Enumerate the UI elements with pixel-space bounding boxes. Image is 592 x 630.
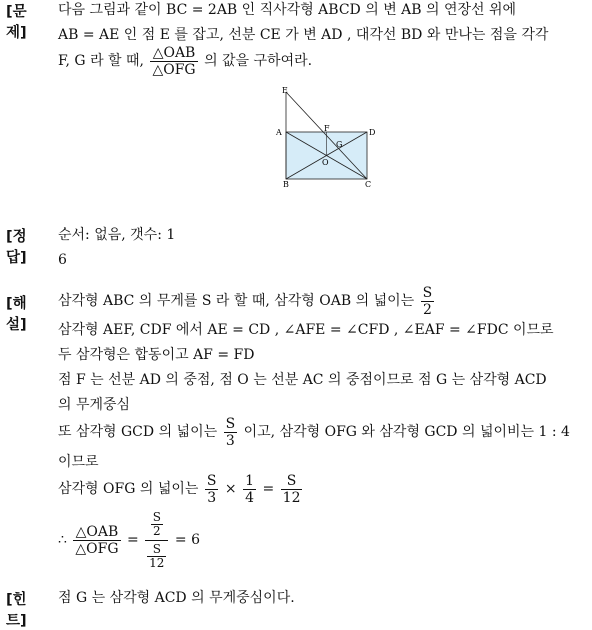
frac-den: 3	[225, 432, 235, 449]
frac-num: S	[281, 473, 303, 490]
problem-line-1: 다음 그림과 같이 BC = 2AB 인 직사각형 ABCD 의 변 AB 의 연장선 위에	[58, 2, 517, 18]
solution-line-1-frac	[421, 285, 435, 318]
frac-den: 12	[282, 489, 301, 506]
solution-line-1	[58, 283, 436, 319]
solution-line-1-text: 삼각형 ABC 의 무게를 S 라 할 때, 삼각형 OAB 의 넓이는	[58, 293, 415, 309]
complex-fraction	[145, 511, 168, 570]
label-d: D	[369, 128, 376, 137]
problem-line-3-post: 의 값을 구하여라.	[204, 53, 313, 69]
label-e: E	[282, 86, 288, 95]
solution-line-6-post: 이고, 삼각형 OFG 와 삼각형 GCD 의 넓이비는 1 : 4	[243, 424, 570, 440]
frac-num: S	[422, 284, 433, 301]
frac-num: S	[147, 543, 166, 557]
problem-fraction	[150, 45, 197, 78]
frac-den: 3	[207, 489, 217, 506]
result-text: = 6	[174, 532, 200, 548]
frac-den: 4	[245, 489, 255, 506]
frac-num: △OAB	[73, 524, 120, 541]
solution-tag: [해설]	[6, 296, 27, 333]
problem-line-3	[58, 44, 312, 78]
label-o: O	[322, 158, 329, 167]
problem-fraction-den: △OFG	[152, 61, 196, 78]
frac-den: 2	[422, 301, 432, 318]
frac-den: 2	[152, 523, 161, 538]
label-a: A	[276, 128, 282, 137]
hint-tag: [힌트]	[6, 592, 27, 629]
solution-line-2: 삼각형 AEF, CDF 에서 AE = CD , ∠AFE = ∠CFD , ∠EAF = ∠FDC 이므로	[58, 322, 554, 338]
label-g: G	[336, 140, 343, 149]
answer-value: 6	[58, 252, 67, 268]
solution-line-8	[58, 470, 304, 508]
times-sign: ×	[224, 481, 237, 497]
answer-meta: 순서: 없음, 갯수: 1	[58, 227, 176, 243]
label-b: B	[283, 180, 289, 189]
geometry-figure	[272, 84, 384, 190]
solution-line-8-pre: 삼각형 OFG 의 넓이는	[58, 481, 199, 497]
frac-num: S	[152, 509, 161, 524]
solution-line-6	[58, 413, 570, 451]
problem-fraction-num: △OAB	[150, 45, 197, 62]
problem-line-3-pre: F, G 라 할 때,	[58, 53, 144, 69]
solution-line-8-frac-1	[205, 473, 219, 506]
problem-line-2: AB = AE 인 점 E 를 잡고, 선분 CE 가 변 AD , 대각선 BD 와 만나는 점을 각각	[58, 27, 549, 43]
solution-line-8-frac-2	[243, 473, 256, 506]
label-f: F	[324, 124, 330, 133]
complex-frac-num	[145, 511, 168, 541]
solution-line-9	[58, 508, 200, 572]
inner-frac	[151, 511, 163, 538]
solution-line-3: 두 삼각형은 합동이고 AF = FD	[58, 347, 255, 363]
complex-frac-den	[145, 541, 168, 570]
frac-num: S	[225, 415, 236, 432]
equals-sign: =	[126, 532, 139, 548]
hint-text: 점 G 는 삼각형 ACD 의 무게중심이다.	[58, 590, 295, 606]
frac-den: 12	[149, 555, 165, 570]
therefore-sign: ∴	[58, 532, 67, 548]
problem-tag: [문제]	[6, 4, 27, 41]
equals-sign: =	[262, 481, 275, 497]
solution-line-6-pre: 또 삼각형 GCD 의 넓이는	[58, 424, 218, 440]
solution-line-4: 점 F 는 선분 AD 의 중점, 점 O 는 선분 AC 의 중점이므로 점 G 는 삼각형 ACD	[58, 372, 547, 388]
solution-line-6-frac	[224, 416, 238, 449]
frac-num: 1	[245, 472, 255, 489]
solution-line-5: 의 무게중심	[58, 397, 131, 413]
solution-line-7: 이므로	[58, 454, 99, 470]
solution-line-8-frac-3	[281, 473, 303, 506]
frac-den: △OFG	[75, 540, 119, 557]
answer-tag: [정답]	[6, 229, 27, 266]
label-c: C	[365, 180, 372, 189]
frac-num: S	[206, 472, 217, 489]
solution-line-9-frac	[73, 524, 120, 557]
inner-frac	[147, 543, 166, 570]
